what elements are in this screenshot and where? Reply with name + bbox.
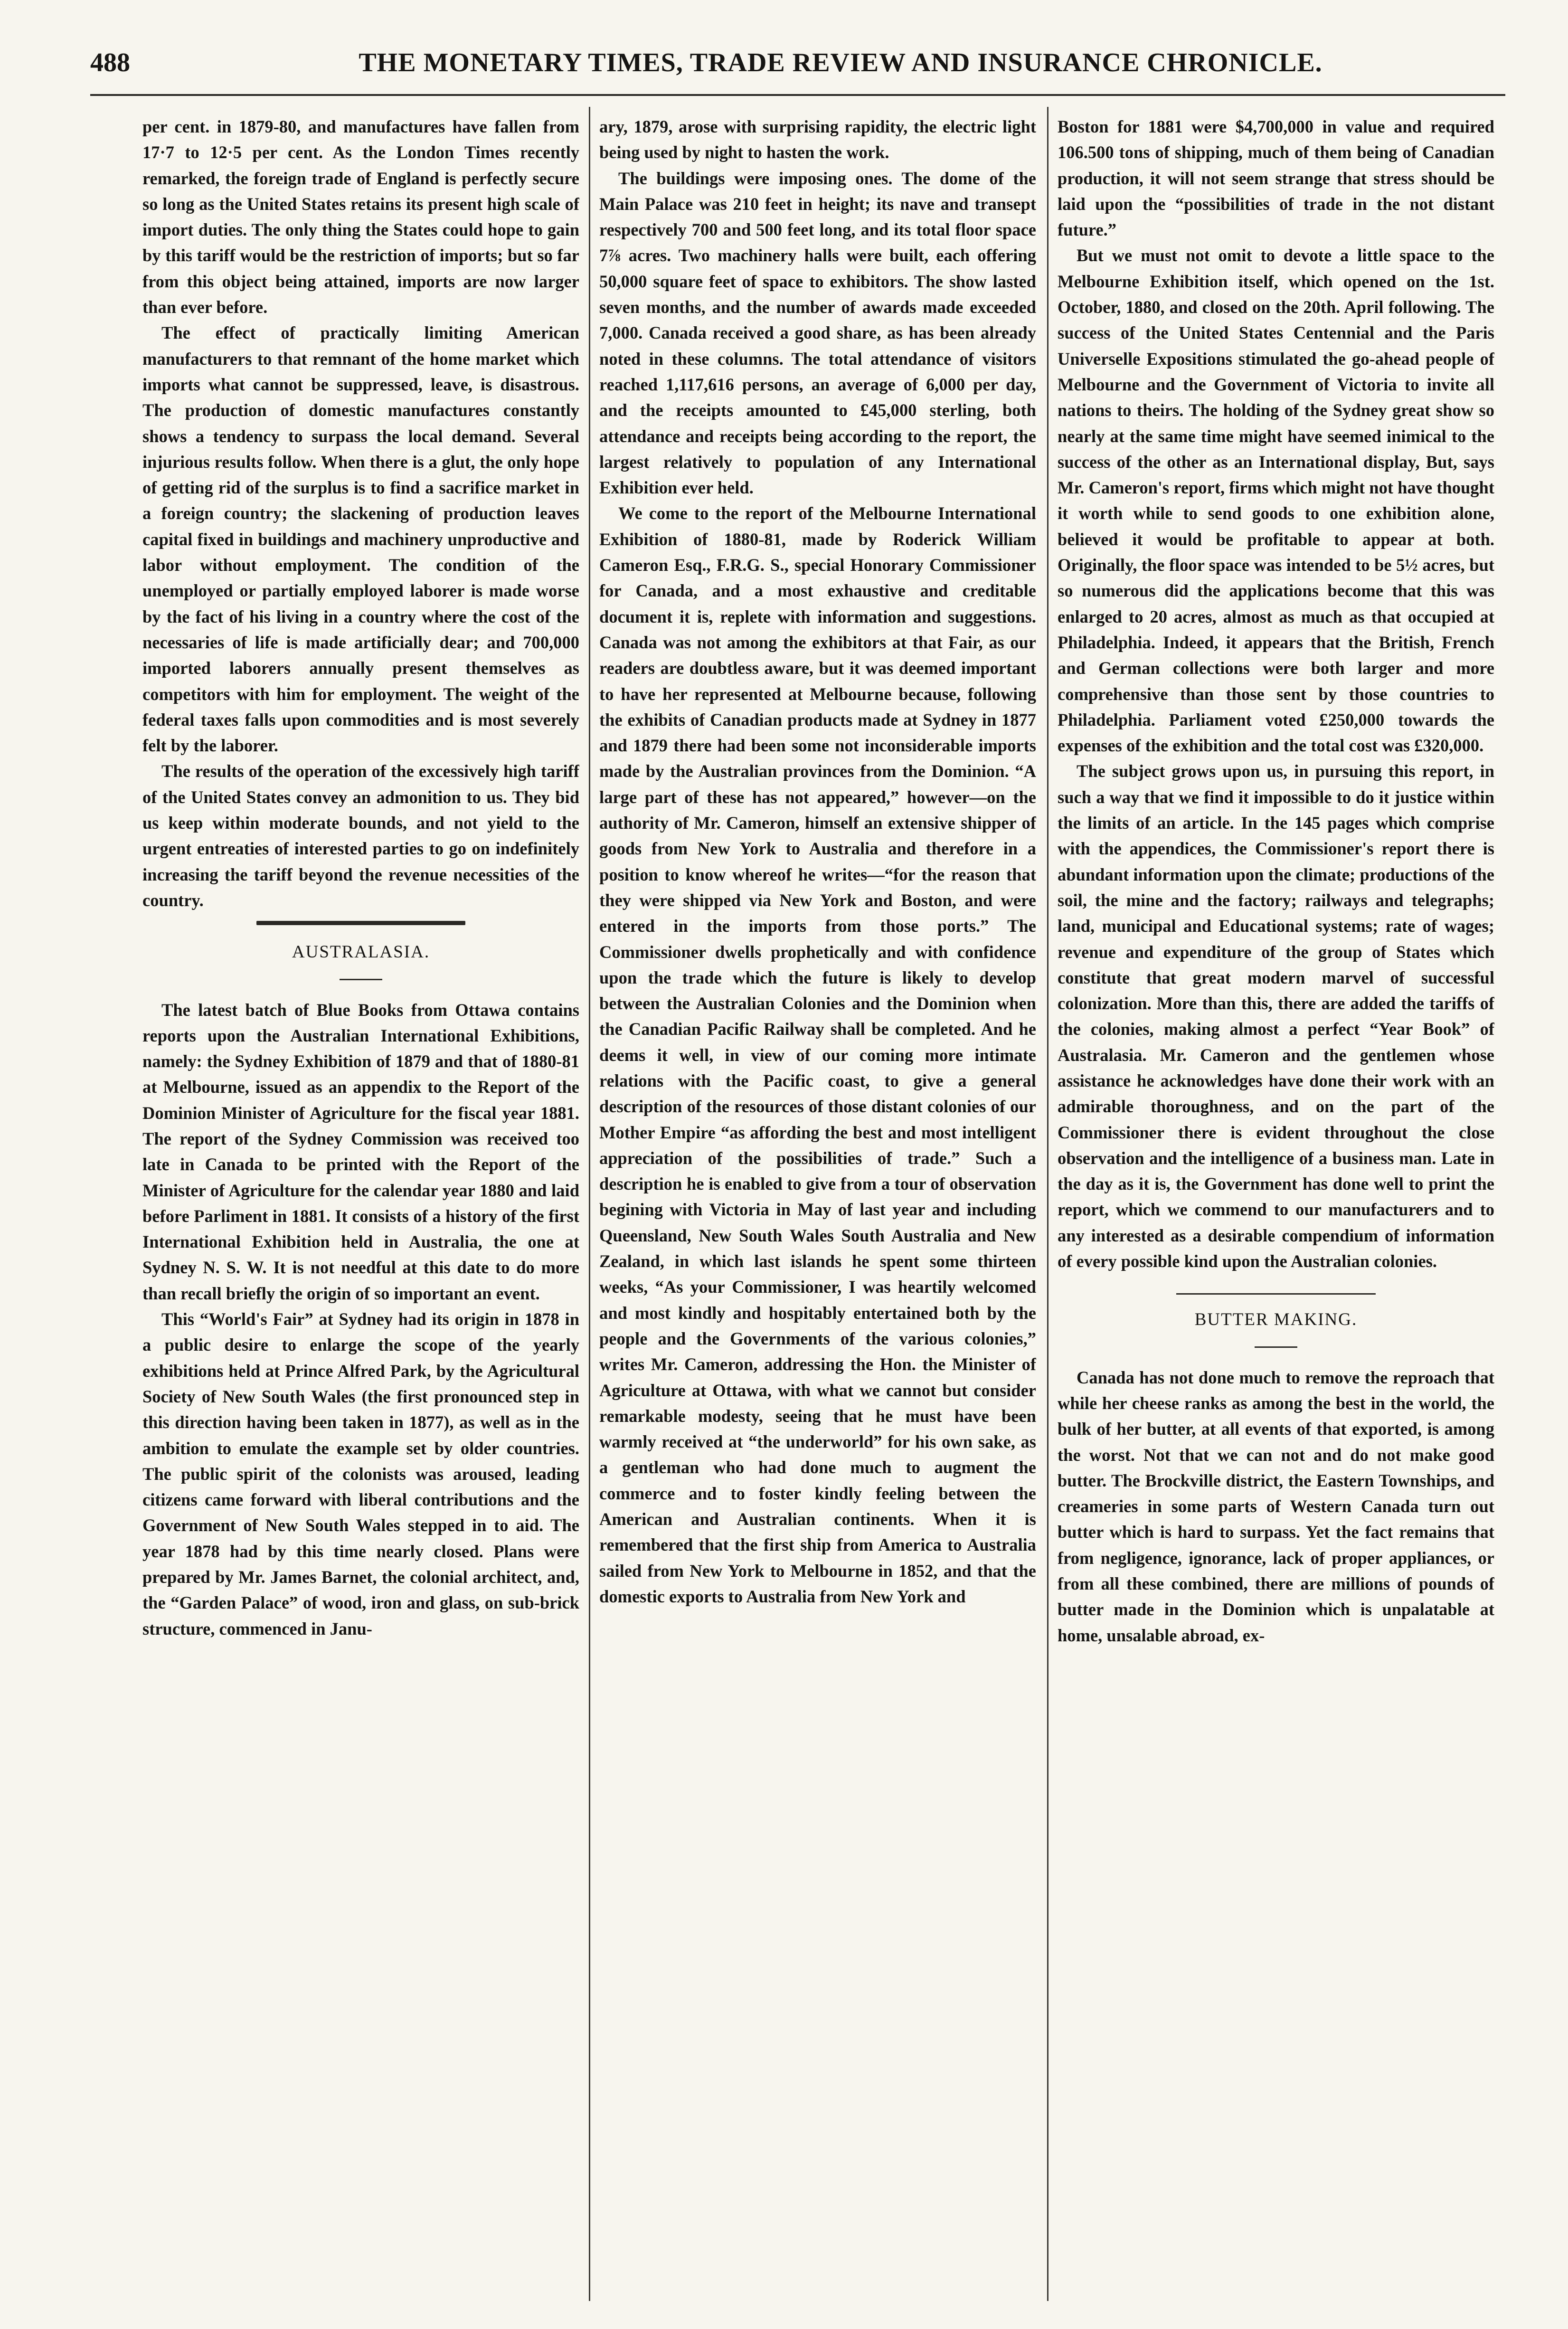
paragraph: The subject grows upon us, in pursuing this report, in such a way that we find it impossible to do it justice within the limits of an article. In the 145 pages which comprise with the appendices, the Commissioner's report there is abundant information upon the climate; productions of the soil, the mine and the factory; railways and telegraphs; land, municipal and Educational systems; rate of wages; revenue and expenditure of the group of States which constitute that great modern marvel of successful colonization. More than this, there are added the tariffs of the colonies, making almost a perfect “Year Book” of Australasia. Mr. Cameron and the gentlemen whose assistance he acknowledges have done their work with an admirable thoroughness, and on the part of the Commissioner there is evident throughout the close observation and the intelligence of a business man. Late in the day as it is, the Government has done well to print the report, which we commend to our manufacturers and to any interested as a desirable compendium of information of every possible kind upon the Australian colonies.: [1058, 761, 1494, 1271]
paragraph: ary, 1879, arose with surprising rapidity, the electric light being used by night to hasten the work.: [599, 117, 1036, 162]
paragraph: Canada has not done much to remove the reproach that while her cheese ranks as among the best in the world, the bulk of her butter, at all events of that exported, is among the worst. Not that we can not and do not make good butter. The Brockville district, the Eastern Townships, and creameries in some parts of Western Canada turn out butter which is hard to surpass. Yet the fact remains that from negligence, ignorance, lack of proper appliances, or from all these combined, there are millions of pounds of butter made in the Dominion which is unpalatable at home, unsalable abroad, ex-: [1058, 1367, 1494, 1645]
section-heading-butter-making: BUTTER MAKING.: [1194, 1310, 1358, 1330]
section-heading-australasia: AUSTRALASIA.: [292, 942, 430, 962]
column-3: [1058, 114, 1494, 2289]
section-rule: [256, 921, 465, 925]
column-1: [142, 114, 579, 2289]
section-rule: [1176, 1293, 1376, 1295]
paragraph: The effect of practically limiting American manufacturers to that remnant of the home market which imports what cannot be suppressed, leave, is disastrous. The production of domestic manufactures constantly shows a tendency to surpass the local demand. Several injurious results follow. When there is a glut, the only hope of getting rid of the surplus is to find a sacrifice market in a foreign country; the slackening of production leaves capital fixed in buildings and machinery unproductive and labor without employment. The condition of the unemployed or partially employed laborer is made worse by the fact of his living in a country where the cost of the necessaries of life is made artificially dear; and 700,000 imported laborers annually present themselves as competitors with him for employment. The weight of the federal taxes falls upon commodities and is most severely felt by the laborer.: [142, 323, 579, 756]
paragraph: We come to the report of the Melbourne International Exhibition of 1880-81, made by Roderick William Cameron Esq., F.R.G. S., special Honorary Commissioner for Canada, and a most exhaustive and creditable document it is, replete with information and suggestions. Canada was not among the exhibitors at that Fair, as our readers are doubtless aware, but it was deemed important to have her represented at Melbourne because, following the exhibits of Canadian products made at Sydney in 1877 and 1879 there had been some not inconsiderable imports made by the Australian provinces from the Dominion. “A large part of these has not appeared,” however—on the authority of Mr. Cameron, himself an extensive shipper of goods from New York to Australia and therefore in a position to know whereof he writes—“for the reason that they were shipped via New York and Boston, and were entered in the imports from those ports.” The Commissioner dwells prophetically and with confidence upon the trade which the future is likely to develop between the Australian Colonies and the Dominion when the Canadian Pacific Railway shall be completed. And he deems it well, in view of our coming more intimate relations with the Pacific coast, to give a general description of the resources of those distant colonies of our Mother Empire “as affording the best and most intelligent appreciation of the possibilities of trade.” Such a description he is enabled to give from a tour of observation begining with Victoria in May of last year and including Queensland, New South Wales South Australia and New Zealand, in which last islands he spent some thirteen weeks, “As your Commissioner, I was heartily welcomed and most kindly and hospitably entertained both by the people and the Governments of the various colonies,” writes Mr. Cameron, addressing the Hon. the Minister of Agriculture at Ottawa, with what we cannot but consider remarkable modesty, seeing that he must have been warmly received at “the underworld” for his own sake, as a gentleman who had done much to augment the commerce and to foster kindly feeling between the American and Australian continents. When it is remembered that the first ship from America to Australia sailed from New York to Melbourne in 1852, and that the domestic exports to Australia from New York and: [599, 503, 1036, 1606]
paragraph: Boston for 1881 were $4,700,000 in value and required 106.500 tons of shipping, much of them being of Canadian production, it will not seem strange that stress should be laid upon the “possibilities of trade in the not distant future.”: [1058, 117, 1494, 240]
paragraph: The latest batch of Blue Books from Ottawa contains reports upon the Australian International Exhibitions, namely: the Sydney Exhibition of 1879 and that of 1880-81 at Melbourne, issued as an appendix to the Report of the Dominion Minister of Agriculture for the fiscal year 1881. The report of the Sydney Commission was received too late in Canada to be printed with the Report of the Minister of Agriculture for the calendar year 1880 and laid before Parliment in 1881. It consists of a history of the first International Exhibition held in Australia, the one at Sydney N. S. W. It is not needful at this date to do more than recall briefly the origin of so important an event.: [142, 1000, 579, 1303]
column-divider: [1047, 107, 1048, 2301]
heading-rule: [1255, 1346, 1297, 1348]
running-head: [90, 44, 1505, 82]
paragraph: This “World's Fair” at Sydney had its origin in 1878 in a public desire to enlarge the scope of the yearly exhibitions held at Prince Alfred Park, by the Agricultural Society of New South Wales (the first pronounced step in this direction having been taken in 1877), as well as in the ambition to emulate the example set by older countries. The public spirit of the colonists was aroused, leading citizens came forward with liberal contributions and the Government of New South Wales stepped in to aid. The year 1878 had by this time nearly closed. Plans were prepared by Mr. James Barnet, the colonial architect, and, the “Garden Palace” of wood, iron and glass, on sub-brick structure, commenced in Janu-: [142, 1309, 579, 1638]
column-2: [599, 114, 1036, 2289]
heading-rule: [340, 979, 382, 980]
column-divider: [589, 107, 590, 2301]
paragraph: The buildings were imposing ones. The dome of the Main Palace was 210 feet in height; its nave and transept respectively 700 and 500 feet long, and its total floor space 7⅞ acres. Two machinery halls were built, each offering 50,000 square feet of space to exhibitors. The show lasted seven months, and the number of awards made exceeded 7,000. Canada received a good share, as has been already noted in these columns. The total attendance of visitors reached 1,117,616 persons, an average of 6,000 per day, and the receipts amounted to £45,000 sterling, both attendance and receipts being according to the report, the largest relatively to population of any International Exhibition ever held.: [599, 168, 1036, 498]
journal-title: THE MONETARY TIMES, TRADE REVIEW AND INSURANCE CHRONICLE.: [359, 48, 1322, 77]
paragraph: The results of the operation of the excessively high tariff of the United States convey an admonition to us. They bid us keep within moderate bounds, and not yield to the urgent entreaties of interested parties to go on indefinitely increasing the tariff beyond the revenue necessities of the country.: [142, 761, 579, 910]
header-rule: [90, 94, 1505, 96]
paragraph: But we must not omit to devote a little space to the Melbourne Exhibition itself, which opened on the 1st. October, 1880, and closed on the 20th. April following. The success of the United States Centennial and the Paris Universelle Expositions stimulated the go-ahead people of Melbourne and the Government of Victoria to invite all nations to theirs. The holding of the Sydney great show so nearly at the same time might have seemed inimical to the success of the other as an International display, But, says Mr. Cameron's report, firms which might not have thought it worth while to send goods to one exhibition alone, believed it would be profitable to appear at both. Originally, the floor space was intended to be 5½ acres, but so numerous did the applications become that this was enlarged to 20 acres, almost as much as that occupied at Philadelphia. Indeed, it appears that the British, French and German collections were both larger and more comprehensive than those sent by those countries to Philadelphia. Parliament voted £250,000 towards the expenses of the exhibition and the total cost was £320,000.: [1058, 246, 1494, 756]
paragraph: per cent. in 1879-80, and manufactures have fallen from 17·7 to 12·5 per cent. As the London Times recently remarked, the foreign trade of England is perfectly secure so long as the United States retains its present high scale of import duties. The only thing the States could hope to gain by this tariff would be the restriction of imports; but so far from this object being attained, imports are now larger than ever before.: [142, 117, 579, 317]
page-number: 488: [90, 48, 130, 77]
